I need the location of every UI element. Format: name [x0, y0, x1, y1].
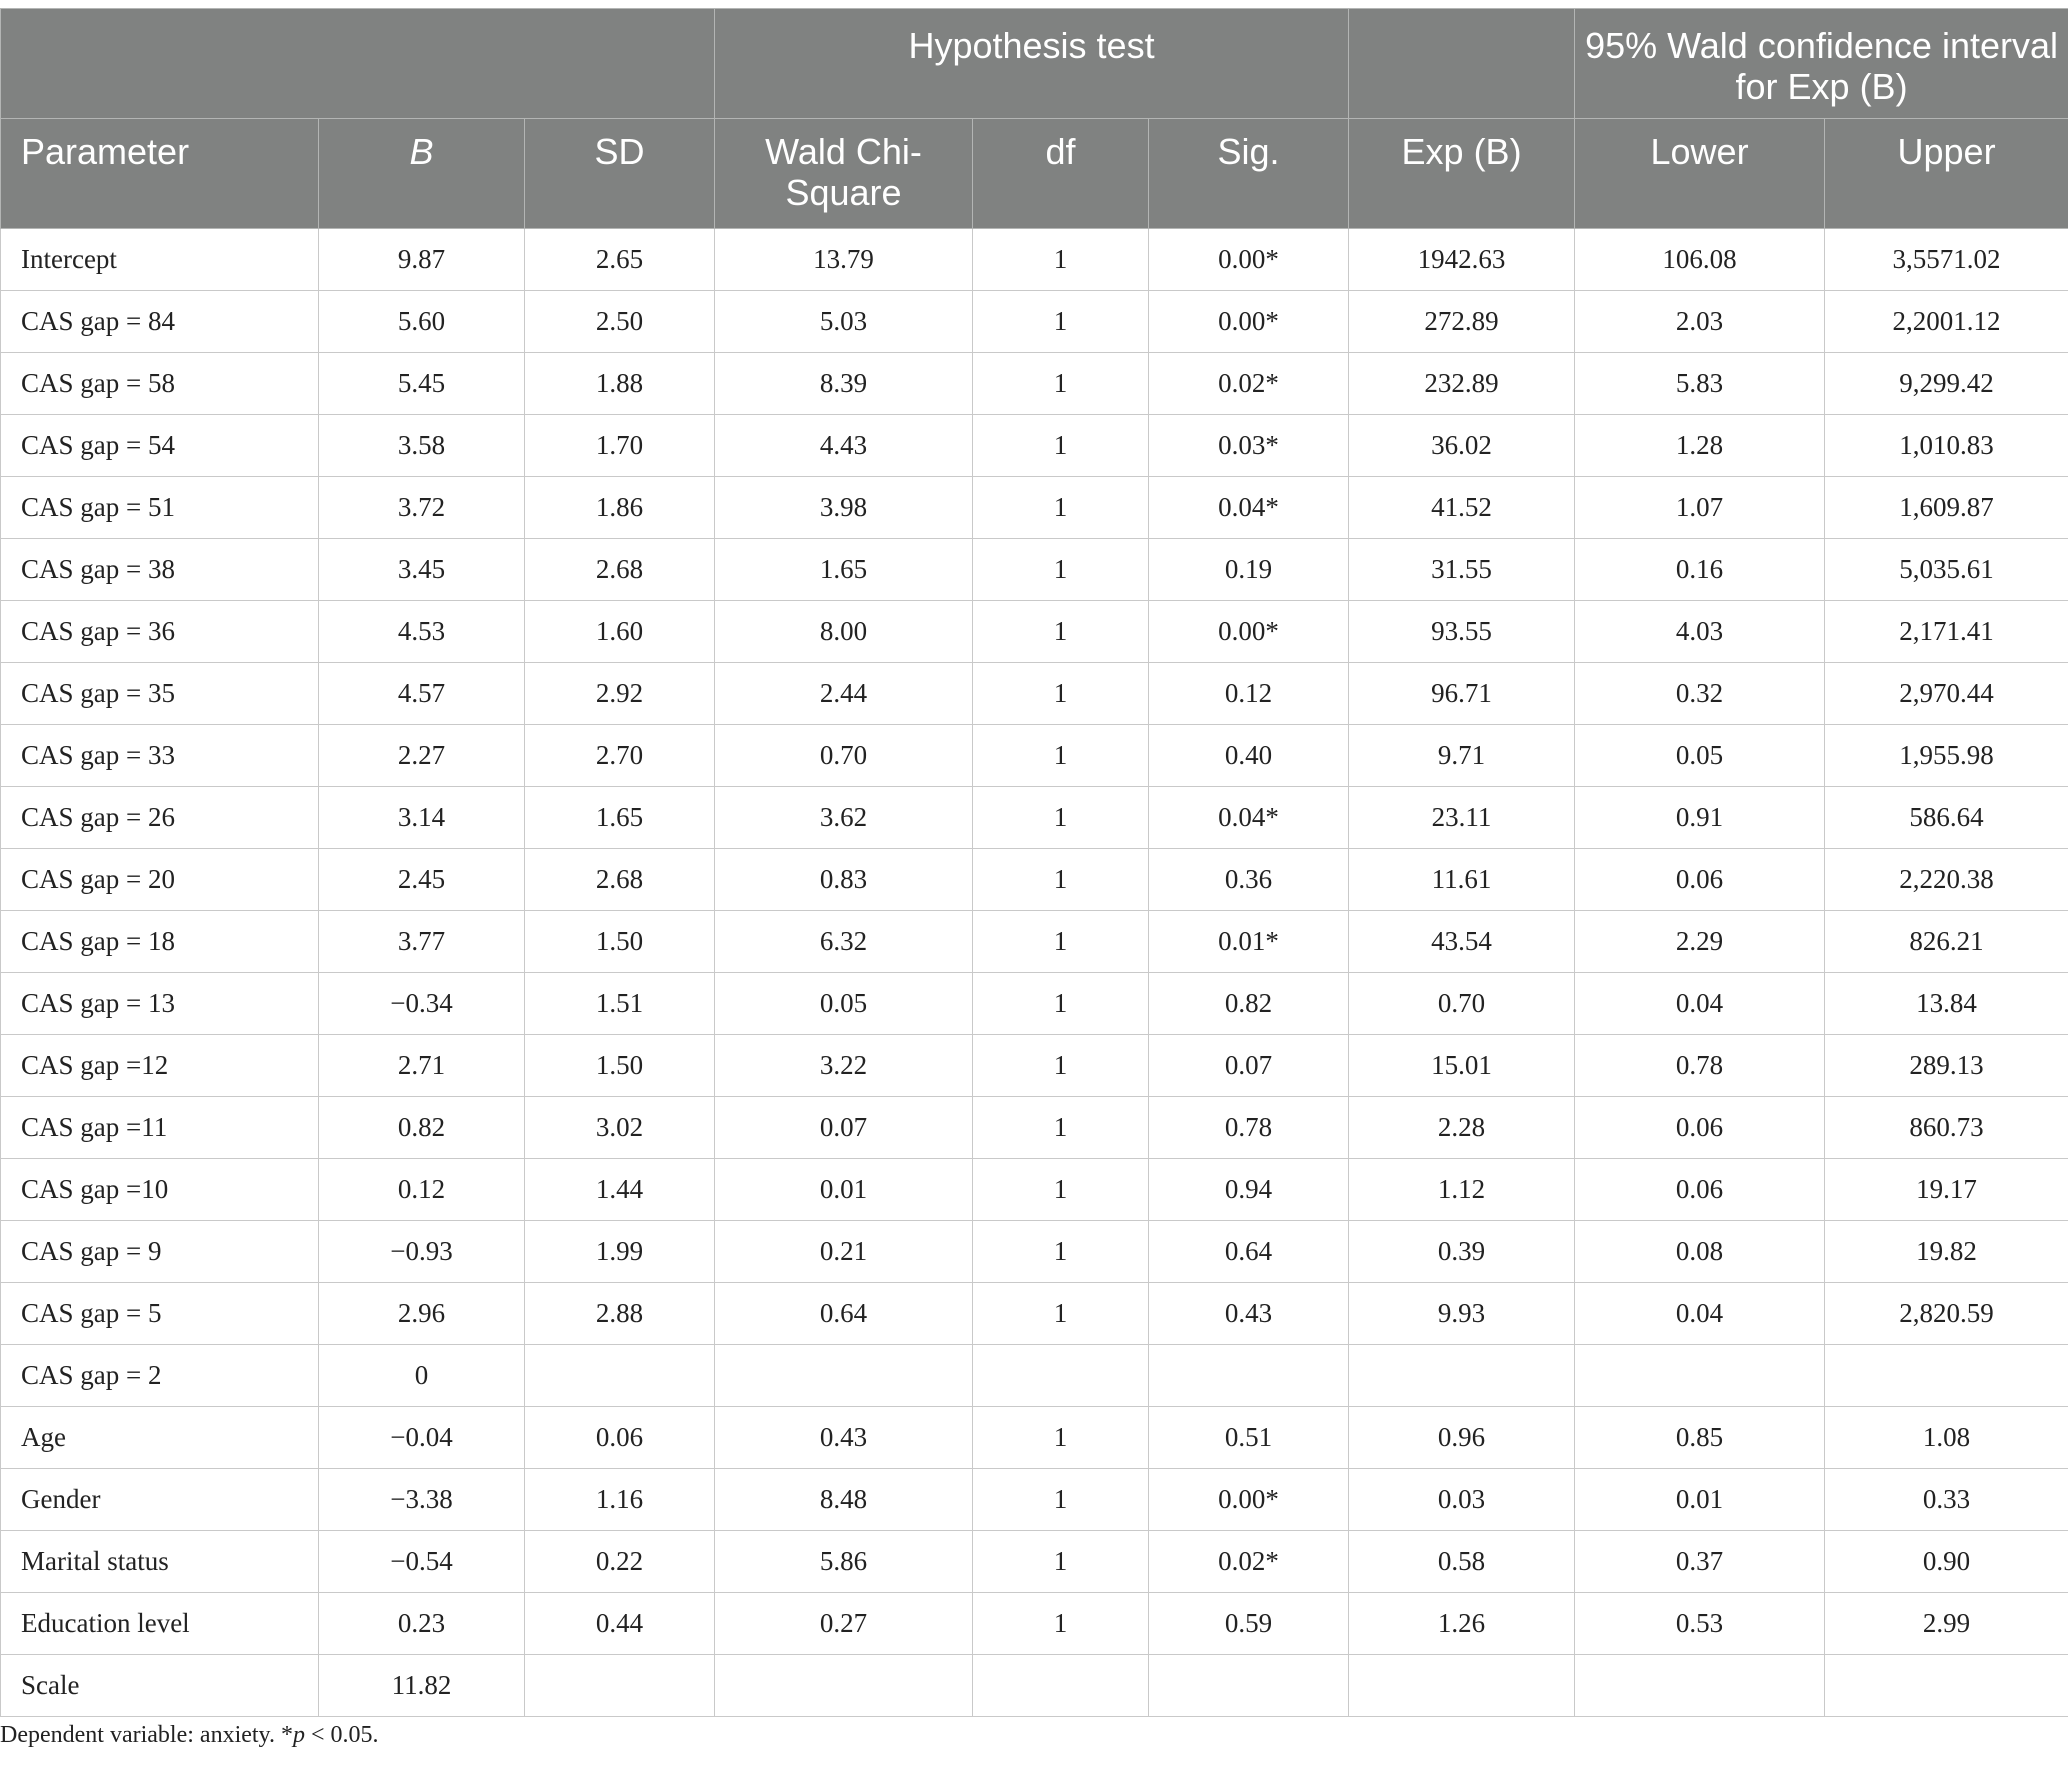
- cell-sig: 0.00*: [1149, 601, 1349, 663]
- cell-parameter: CAS gap = 58: [1, 353, 319, 415]
- cell-upper: 586.64: [1825, 787, 2068, 849]
- cell-df: 1: [973, 1469, 1149, 1531]
- column-header-sd: SD: [525, 119, 715, 229]
- cell-b: 3.72: [319, 477, 525, 539]
- cell-parameter: CAS gap = 13: [1, 973, 319, 1035]
- table-row: [1, 229, 2068, 291]
- cell-wald-chi-square: 5.86: [715, 1531, 973, 1593]
- cell-df: 1: [973, 1593, 1149, 1655]
- cell-wald-chi-square: 3.22: [715, 1035, 973, 1097]
- cell-b: 5.60: [319, 291, 525, 353]
- cell-exp-b: 0.58: [1349, 1531, 1575, 1593]
- cell-sd: 1.60: [525, 601, 715, 663]
- cell-exp-b: 96.71: [1349, 663, 1575, 725]
- cell-parameter: CAS gap = 33: [1, 725, 319, 787]
- cell-sig: 0.82: [1149, 973, 1349, 1035]
- cell-df: 1: [973, 725, 1149, 787]
- cell-lower: 0.53: [1575, 1593, 1825, 1655]
- cell-sd: 1.16: [525, 1469, 715, 1531]
- cell-sig: 0.43: [1149, 1283, 1349, 1345]
- cell-lower: 0.06: [1575, 1097, 1825, 1159]
- cell-sd: 0.22: [525, 1531, 715, 1593]
- cell-b: 9.87: [319, 229, 525, 291]
- cell-wald-chi-square: 8.48: [715, 1469, 973, 1531]
- cell-exp-b: 36.02: [1349, 415, 1575, 477]
- table-row: [1, 663, 2068, 725]
- cell-sd: 1.70: [525, 415, 715, 477]
- table-footnote: [0, 1722, 379, 1749]
- cell-b: −0.93: [319, 1221, 525, 1283]
- cell-wald-chi-square: 0.07: [715, 1097, 973, 1159]
- table-row: [1, 849, 2068, 911]
- table-row: [1, 1283, 2068, 1345]
- cell-lower: 1.28: [1575, 415, 1825, 477]
- cell-upper: 860.73: [1825, 1097, 2068, 1159]
- cell-sd: 1.44: [525, 1159, 715, 1221]
- cell-lower: 5.83: [1575, 353, 1825, 415]
- cell-lower: 0.91: [1575, 787, 1825, 849]
- cell-exp-b: 1942.63: [1349, 229, 1575, 291]
- cell-df: 1: [973, 973, 1149, 1035]
- cell-df: 1: [973, 539, 1149, 601]
- cell-upper: [1825, 1345, 2068, 1407]
- cell-df: 1: [973, 1221, 1149, 1283]
- cell-sig: 0.00*: [1149, 1469, 1349, 1531]
- cell-exp-b: 0.70: [1349, 973, 1575, 1035]
- header-group-row: [1, 9, 2068, 119]
- cell-sd: 2.88: [525, 1283, 715, 1345]
- cell-exp-b: 272.89: [1349, 291, 1575, 353]
- cell-parameter: CAS gap = 38: [1, 539, 319, 601]
- cell-parameter: CAS gap =11: [1, 1097, 319, 1159]
- table-row: [1, 1097, 2068, 1159]
- cell-sig: 0.12: [1149, 663, 1349, 725]
- cell-wald-chi-square: 6.32: [715, 911, 973, 973]
- cell-parameter: CAS gap =12: [1, 1035, 319, 1097]
- cell-wald-chi-square: 13.79: [715, 229, 973, 291]
- cell-sig: 0.07: [1149, 1035, 1349, 1097]
- table-row: [1, 973, 2068, 1035]
- table-row: [1, 353, 2068, 415]
- footnote-p-symbol: p: [293, 1722, 305, 1748]
- table-header: [1, 9, 2068, 229]
- footnote-threshold: < 0.05.: [305, 1722, 379, 1748]
- cell-df: 1: [973, 601, 1149, 663]
- cell-exp-b: 9.71: [1349, 725, 1575, 787]
- cell-b: 2.27: [319, 725, 525, 787]
- table-row: [1, 1407, 2068, 1469]
- cell-sd: 2.68: [525, 539, 715, 601]
- cell-wald-chi-square: 0.70: [715, 725, 973, 787]
- cell-b: 0.12: [319, 1159, 525, 1221]
- cell-sd: 2.50: [525, 291, 715, 353]
- cell-wald-chi-square: 0.21: [715, 1221, 973, 1283]
- table-row: [1, 1655, 2068, 1717]
- cell-b: −0.34: [319, 973, 525, 1035]
- footnote-text: Dependent variable: anxiety. *: [0, 1722, 293, 1748]
- cell-sd: 2.68: [525, 849, 715, 911]
- header-hypothesis-test: Hypothesis test: [715, 9, 1349, 119]
- cell-parameter: CAS gap = 2: [1, 1345, 319, 1407]
- cell-sd: 1.51: [525, 973, 715, 1035]
- cell-sd: 1.99: [525, 1221, 715, 1283]
- cell-wald-chi-square: 0.43: [715, 1407, 973, 1469]
- cell-b: −0.04: [319, 1407, 525, 1469]
- cell-wald-chi-square: 2.44: [715, 663, 973, 725]
- cell-exp-b: [1349, 1345, 1575, 1407]
- cell-lower: 0.16: [1575, 539, 1825, 601]
- cell-wald-chi-square: 0.27: [715, 1593, 973, 1655]
- cell-upper: 13.84: [1825, 973, 2068, 1035]
- cell-b: 11.82: [319, 1655, 525, 1717]
- cell-sig: 0.36: [1149, 849, 1349, 911]
- cell-b: 3.58: [319, 415, 525, 477]
- table-row: [1, 1469, 2068, 1531]
- cell-wald-chi-square: [715, 1345, 973, 1407]
- cell-sig: 0.02*: [1149, 353, 1349, 415]
- cell-sd: [525, 1655, 715, 1717]
- cell-sig: 0.04*: [1149, 477, 1349, 539]
- cell-df: 1: [973, 353, 1149, 415]
- cell-sig: 0.64: [1149, 1221, 1349, 1283]
- cell-exp-b: 15.01: [1349, 1035, 1575, 1097]
- cell-wald-chi-square: 8.00: [715, 601, 973, 663]
- cell-upper: 2,820.59: [1825, 1283, 2068, 1345]
- cell-lower: 0.04: [1575, 1283, 1825, 1345]
- header-column-row: [1, 119, 2068, 229]
- cell-sd: 2.92: [525, 663, 715, 725]
- cell-exp-b: 11.61: [1349, 849, 1575, 911]
- cell-upper: 1.08: [1825, 1407, 2068, 1469]
- cell-sd: 1.50: [525, 911, 715, 973]
- cell-lower: 4.03: [1575, 601, 1825, 663]
- cell-parameter: CAS gap = 35: [1, 663, 319, 725]
- cell-exp-b: 9.93: [1349, 1283, 1575, 1345]
- column-header-wald-chi-square: Wald Chi-Square: [715, 119, 973, 229]
- cell-df: 1: [973, 1159, 1149, 1221]
- cell-wald-chi-square: 3.98: [715, 477, 973, 539]
- cell-lower: 0.78: [1575, 1035, 1825, 1097]
- cell-sd: 2.70: [525, 725, 715, 787]
- column-header-b: B: [319, 119, 525, 229]
- cell-wald-chi-square: 0.05: [715, 973, 973, 1035]
- cell-df: 1: [973, 1097, 1149, 1159]
- cell-b: 2.96: [319, 1283, 525, 1345]
- cell-parameter: CAS gap = 18: [1, 911, 319, 973]
- cell-exp-b: 93.55: [1349, 601, 1575, 663]
- cell-wald-chi-square: 3.62: [715, 787, 973, 849]
- cell-lower: 0.08: [1575, 1221, 1825, 1283]
- cell-upper: 826.21: [1825, 911, 2068, 973]
- cell-df: 1: [973, 229, 1149, 291]
- cell-exp-b: [1349, 1655, 1575, 1717]
- table-row: [1, 1531, 2068, 1593]
- cell-exp-b: 23.11: [1349, 787, 1575, 849]
- cell-sd: [525, 1345, 715, 1407]
- cell-df: 1: [973, 663, 1149, 725]
- table-row: [1, 1593, 2068, 1655]
- cell-df: 1: [973, 477, 1149, 539]
- column-header-exp-b: Exp (B): [1349, 119, 1575, 229]
- cell-b: 3.45: [319, 539, 525, 601]
- table-row: [1, 415, 2068, 477]
- regression-table-container: [0, 8, 2068, 1717]
- cell-lower: 0.06: [1575, 1159, 1825, 1221]
- cell-sd: 1.86: [525, 477, 715, 539]
- cell-parameter: Age: [1, 1407, 319, 1469]
- cell-exp-b: 41.52: [1349, 477, 1575, 539]
- cell-upper: 2,171.41: [1825, 601, 2068, 663]
- cell-sig: [1149, 1345, 1349, 1407]
- header-blank-cell: [1, 9, 715, 119]
- column-header-parameter: Parameter: [1, 119, 319, 229]
- cell-wald-chi-square: 4.43: [715, 415, 973, 477]
- cell-lower: 0.37: [1575, 1531, 1825, 1593]
- cell-exp-b: 0.03: [1349, 1469, 1575, 1531]
- cell-sig: 0.59: [1149, 1593, 1349, 1655]
- table-row: [1, 1221, 2068, 1283]
- cell-upper: 2.99: [1825, 1593, 2068, 1655]
- cell-df: 1: [973, 1407, 1149, 1469]
- cell-parameter: CAS gap = 26: [1, 787, 319, 849]
- cell-wald-chi-square: 0.83: [715, 849, 973, 911]
- cell-sd: 2.65: [525, 229, 715, 291]
- cell-b: −0.54: [319, 1531, 525, 1593]
- cell-wald-chi-square: 1.65: [715, 539, 973, 601]
- cell-sd: 1.65: [525, 787, 715, 849]
- cell-b: 4.53: [319, 601, 525, 663]
- cell-sig: 0.19: [1149, 539, 1349, 601]
- cell-exp-b: 43.54: [1349, 911, 1575, 973]
- cell-parameter: CAS gap = 51: [1, 477, 319, 539]
- cell-parameter: CAS gap = 84: [1, 291, 319, 353]
- cell-exp-b: 0.39: [1349, 1221, 1575, 1283]
- cell-sd: 0.06: [525, 1407, 715, 1469]
- cell-parameter: CAS gap = 20: [1, 849, 319, 911]
- cell-sig: 0.51: [1149, 1407, 1349, 1469]
- regression-table: [0, 8, 2068, 1717]
- cell-exp-b: 232.89: [1349, 353, 1575, 415]
- cell-b: 2.45: [319, 849, 525, 911]
- cell-sd: 1.88: [525, 353, 715, 415]
- cell-sig: 0.78: [1149, 1097, 1349, 1159]
- cell-b: −3.38: [319, 1469, 525, 1531]
- cell-wald-chi-square: [715, 1655, 973, 1717]
- table-row: [1, 601, 2068, 663]
- cell-df: 1: [973, 849, 1149, 911]
- cell-parameter: CAS gap =10: [1, 1159, 319, 1221]
- cell-upper: 1,609.87: [1825, 477, 2068, 539]
- cell-parameter: CAS gap = 5: [1, 1283, 319, 1345]
- table-row: [1, 477, 2068, 539]
- column-header-sig: Sig.: [1149, 119, 1349, 229]
- cell-upper: [1825, 1655, 2068, 1717]
- cell-lower: 2.29: [1575, 911, 1825, 973]
- cell-exp-b: 1.12: [1349, 1159, 1575, 1221]
- cell-sig: 0.00*: [1149, 291, 1349, 353]
- cell-upper: 289.13: [1825, 1035, 2068, 1097]
- cell-upper: 1,955.98: [1825, 725, 2068, 787]
- cell-lower: 0.32: [1575, 663, 1825, 725]
- cell-parameter: CAS gap = 54: [1, 415, 319, 477]
- header-confidence-interval: 95% Wald confidence interval for Exp (B): [1575, 9, 2068, 119]
- cell-sig: 0.02*: [1149, 1531, 1349, 1593]
- cell-b: 0.23: [319, 1593, 525, 1655]
- cell-sig: 0.00*: [1149, 229, 1349, 291]
- cell-parameter: Scale: [1, 1655, 319, 1717]
- cell-parameter: Intercept: [1, 229, 319, 291]
- cell-b: 3.14: [319, 787, 525, 849]
- cell-sd: 1.50: [525, 1035, 715, 1097]
- cell-b: 0.82: [319, 1097, 525, 1159]
- cell-b: 5.45: [319, 353, 525, 415]
- cell-upper: 19.82: [1825, 1221, 2068, 1283]
- cell-df: 1: [973, 1531, 1149, 1593]
- cell-parameter: CAS gap = 9: [1, 1221, 319, 1283]
- cell-df: 1: [973, 1283, 1149, 1345]
- cell-df: [973, 1345, 1149, 1407]
- cell-lower: 0.01: [1575, 1469, 1825, 1531]
- cell-upper: 0.33: [1825, 1469, 2068, 1531]
- table-row: [1, 539, 2068, 601]
- cell-upper: 9,299.42: [1825, 353, 2068, 415]
- cell-upper: 2,2001.12: [1825, 291, 2068, 353]
- cell-sig: 0.40: [1149, 725, 1349, 787]
- cell-parameter: CAS gap = 36: [1, 601, 319, 663]
- cell-upper: 1,010.83: [1825, 415, 2068, 477]
- cell-sig: 0.94: [1149, 1159, 1349, 1221]
- cell-lower: 2.03: [1575, 291, 1825, 353]
- cell-sd: 0.44: [525, 1593, 715, 1655]
- table-row: [1, 1159, 2068, 1221]
- cell-df: 1: [973, 787, 1149, 849]
- table-body: [1, 229, 2068, 1717]
- cell-wald-chi-square: 5.03: [715, 291, 973, 353]
- cell-upper: 2,970.44: [1825, 663, 2068, 725]
- cell-b: 2.71: [319, 1035, 525, 1097]
- cell-wald-chi-square: 8.39: [715, 353, 973, 415]
- cell-upper: 3,5571.02: [1825, 229, 2068, 291]
- cell-exp-b: 31.55: [1349, 539, 1575, 601]
- cell-b: 0: [319, 1345, 525, 1407]
- cell-lower: [1575, 1655, 1825, 1717]
- cell-wald-chi-square: 0.01: [715, 1159, 973, 1221]
- column-header-upper: Upper: [1825, 119, 2068, 229]
- cell-exp-b: 0.96: [1349, 1407, 1575, 1469]
- table-row: [1, 291, 2068, 353]
- cell-parameter: Gender: [1, 1469, 319, 1531]
- cell-upper: 5,035.61: [1825, 539, 2068, 601]
- cell-df: 1: [973, 911, 1149, 973]
- cell-lower: 0.06: [1575, 849, 1825, 911]
- table-row: [1, 787, 2068, 849]
- cell-lower: 1.07: [1575, 477, 1825, 539]
- table-row: [1, 911, 2068, 973]
- header-blank-cell: [1349, 9, 1575, 119]
- cell-parameter: Marital status: [1, 1531, 319, 1593]
- table-row: [1, 1345, 2068, 1407]
- cell-lower: 0.05: [1575, 725, 1825, 787]
- column-header-df: df: [973, 119, 1149, 229]
- cell-sd: 3.02: [525, 1097, 715, 1159]
- cell-sig: [1149, 1655, 1349, 1717]
- cell-df: 1: [973, 1035, 1149, 1097]
- cell-df: [973, 1655, 1149, 1717]
- cell-exp-b: 2.28: [1349, 1097, 1575, 1159]
- cell-b: 4.57: [319, 663, 525, 725]
- cell-wald-chi-square: 0.64: [715, 1283, 973, 1345]
- table-row: [1, 1035, 2068, 1097]
- cell-lower: 0.85: [1575, 1407, 1825, 1469]
- cell-lower: 106.08: [1575, 229, 1825, 291]
- cell-df: 1: [973, 291, 1149, 353]
- cell-sig: 0.04*: [1149, 787, 1349, 849]
- table-row: [1, 725, 2068, 787]
- cell-upper: 19.17: [1825, 1159, 2068, 1221]
- cell-upper: 2,220.38: [1825, 849, 2068, 911]
- cell-b: 3.77: [319, 911, 525, 973]
- column-header-lower: Lower: [1575, 119, 1825, 229]
- cell-df: 1: [973, 415, 1149, 477]
- cell-lower: [1575, 1345, 1825, 1407]
- cell-exp-b: 1.26: [1349, 1593, 1575, 1655]
- cell-parameter: Education level: [1, 1593, 319, 1655]
- cell-sig: 0.03*: [1149, 415, 1349, 477]
- cell-upper: 0.90: [1825, 1531, 2068, 1593]
- cell-sig: 0.01*: [1149, 911, 1349, 973]
- cell-lower: 0.04: [1575, 973, 1825, 1035]
